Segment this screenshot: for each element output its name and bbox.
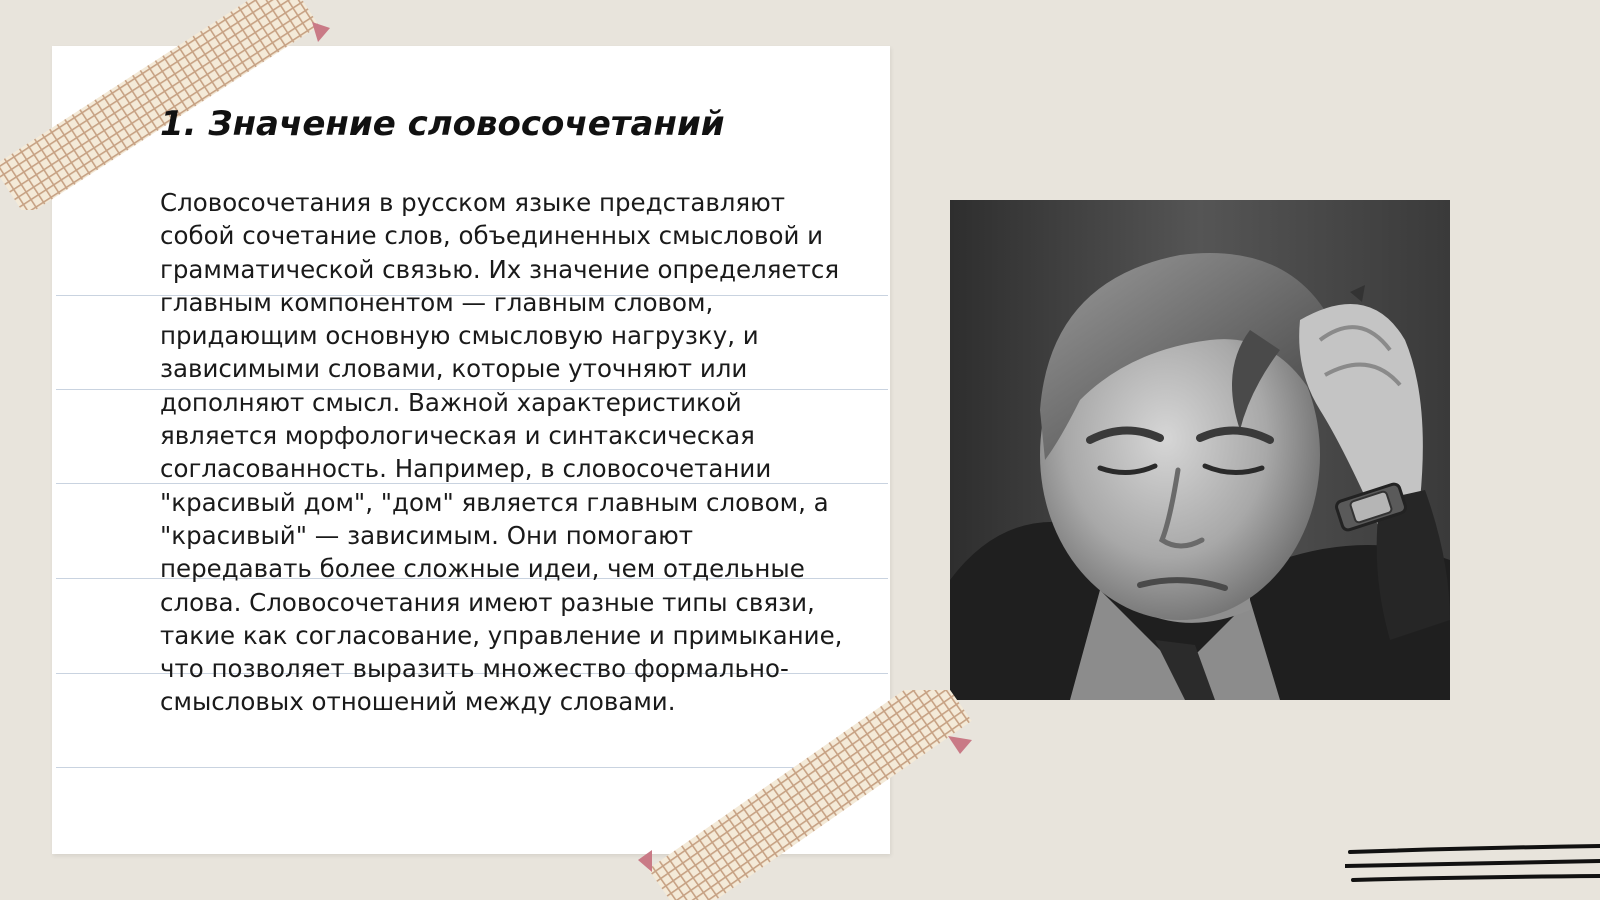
decorative-lines (1345, 842, 1600, 890)
portrait-photo (950, 200, 1450, 700)
slide-title: 1. Значение словосочетаний (160, 104, 725, 144)
body-paragraph: Словосочетания в русском языке представляют собой сочетание слов, объединенных смысловой и грамматической связью. Их значение определяется главным компонентом — главным словом, придающим основную смысловую нагрузку, и зависимыми словами, которые уточняют или дополняют смысл. Важной характеристикой является морфологическая и синтаксическая согласованность. Например, в словосочетании "красивый дом", "дом" является главным словом, а "красивый" — зависимым. Они помогают передавать более сложные идеи, чем отдельные слова. Словосочетания имеют разные типы связи, такие как согласование, управление и примыкание, что позволяет выразить множество формально-смысловых отношений между словами. (160, 188, 843, 717)
tape-pin-icon (638, 850, 652, 872)
tape-pin-icon (948, 736, 972, 754)
washi-tape-bottom (630, 690, 990, 900)
tape-pin-icon (312, 22, 330, 42)
